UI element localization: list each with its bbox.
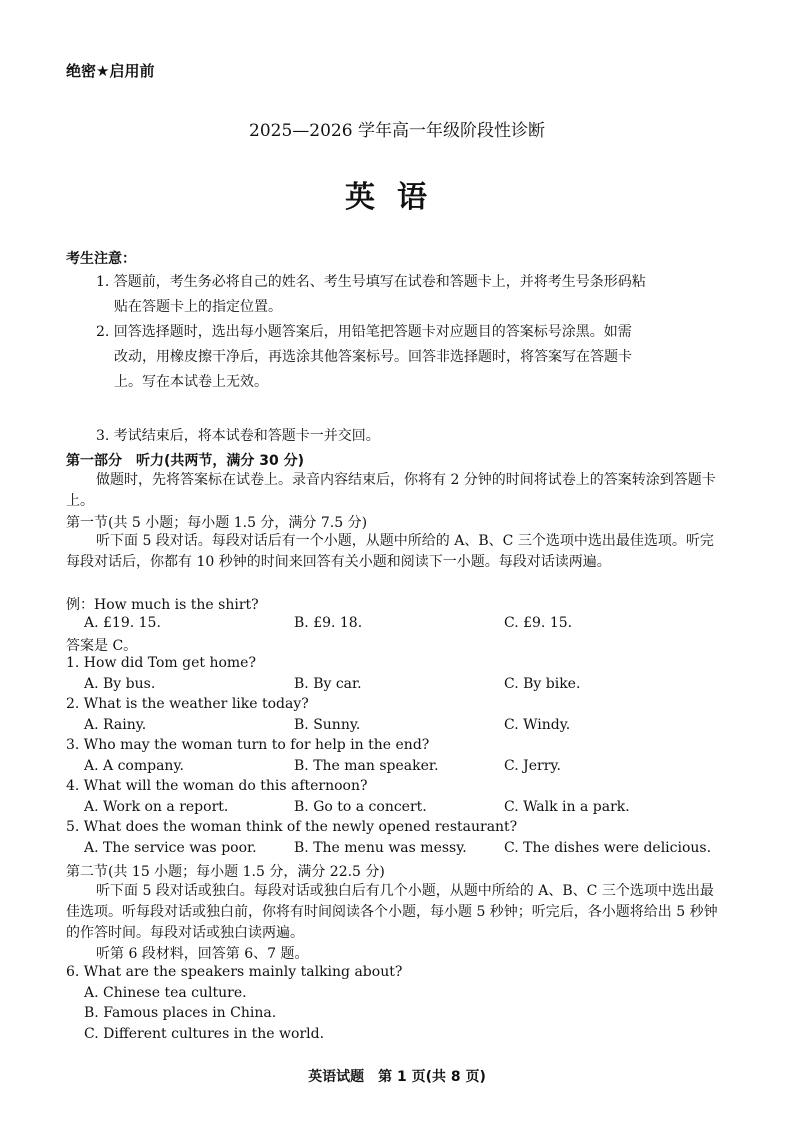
material-6-note: 听第 6 段材料，回答第 6、7 题。 [96, 946, 309, 962]
example-option-a: A. £19. 15. [84, 615, 161, 631]
exam-title: 2025—2026 学年高一年级阶段性诊断 [249, 121, 545, 141]
q1-option-c: C. By bike. [504, 676, 581, 692]
q2-option-c: C. Windy. [504, 717, 571, 733]
part1-instruction: 做题时，先将答案标在试卷上。录音内容结束后，你将有 2 分钟的时间将试卷上的答案转涂到答题卡上。 [66, 472, 716, 509]
notice-heading: 考生注意： [66, 251, 136, 267]
example-answer: 答案是 C。 [66, 638, 138, 654]
question-1: 1. How did Tom get home? [66, 655, 256, 671]
q4-option-a: A. Work on a report. [84, 799, 229, 815]
q3-option-b: B. The man speaker. [294, 758, 439, 774]
question-3: 3. Who may the woman turn to for help in the end? [66, 737, 430, 753]
example-question: 例：How much is the shirt? [66, 597, 259, 613]
confidential-mark: 绝密★启用前 [66, 62, 155, 80]
q2-option-b: B. Sunny. [294, 717, 361, 733]
example-option-c: C. £9. 15. [504, 615, 573, 631]
q1-option-a: A. By bus. [84, 676, 156, 692]
subject-title: 英语 [345, 180, 449, 215]
q6-option-a: A. Chinese tea culture. [84, 985, 247, 1001]
question-4: 4. What will the woman do this afternoon? [66, 778, 368, 794]
q2-option-a: A. Rainy. [84, 717, 147, 733]
q5-option-c: C. The dishes were delicious. [504, 840, 712, 856]
page-footer: 英语试题 第 1 页(共 8 页) [308, 1069, 486, 1085]
q5-option-b: B. The menu was messy. [294, 840, 467, 856]
q5-option-a: A. The service was poor. [84, 840, 257, 856]
example-option-b: B. £9. 18. [294, 615, 363, 631]
q4-option-c: C. Walk in a park. [504, 799, 630, 815]
notice-item-2: 2. 回答选择题时，选出每小题答案后，用铅笔把答题卡对应题目的答案标号涂黑。如需 改动，用橡皮擦干净后，再选涂其他答案标号。回答非选择题时，将答案写在答题卡 上。写在本试卷上无效。 [96, 324, 632, 390]
q6-option-c: C. Different cultures in the world. [84, 1026, 325, 1042]
q4-option-b: B. Go to a concert. [294, 799, 427, 815]
question-6: 6. What are the speakers mainly talking about? [66, 964, 403, 980]
section1-heading: 第一节(共 5 小题；每小题 1.5 分，满分 7.5 分) [66, 515, 368, 531]
question-2: 2. What is the weather like today? [66, 696, 309, 712]
notice-item-3: 3. 考试结束后，将本试卷和答题卡一并交回。 [96, 428, 380, 444]
section2-heading: 第二节(共 15 小题；每小题 1.5 分，满分 22.5 分) [66, 864, 385, 880]
q3-option-c: C. Jerry. [504, 758, 561, 774]
section2-instruction: 听下面 5 段对话或独白。每段对话或独白后有几个小题，从题中所给的 A、B、C 三个选项中选出最佳选项。听每段对话或独白前，你将有时间阅读各个小题，每小题 5 秒钟；听完后，各小题将给出 5 秒钟的作答时间。每段对话或独白读两遍。 [66, 883, 718, 941]
q6-option-b: B. Famous places in China. [84, 1005, 277, 1021]
q3-option-a: A. A company. [84, 758, 184, 774]
question-5: 5. What does the woman think of the newly opened restaurant? [66, 819, 518, 835]
notice-item-1: 1. 答题前，考生务必将自己的姓名、考生号填写在试卷和答题卡上，并将考生号条形码粘 贴在答题卡上的指定位置。 [96, 274, 646, 315]
q1-option-b: B. By car. [294, 676, 362, 692]
part1-heading: 第一部分 听力(共两节，满分 30 分) [66, 453, 305, 469]
section1-instruction: 听下面 5 段对话。每段对话后有一个小题，从题中所给的 A、B、C 三个选项中选出最佳选项。听完每段对话后，你都有 10 秒钟的时间来回答有关小题和阅读下一小题。每段对话读两遍。 [66, 533, 714, 570]
